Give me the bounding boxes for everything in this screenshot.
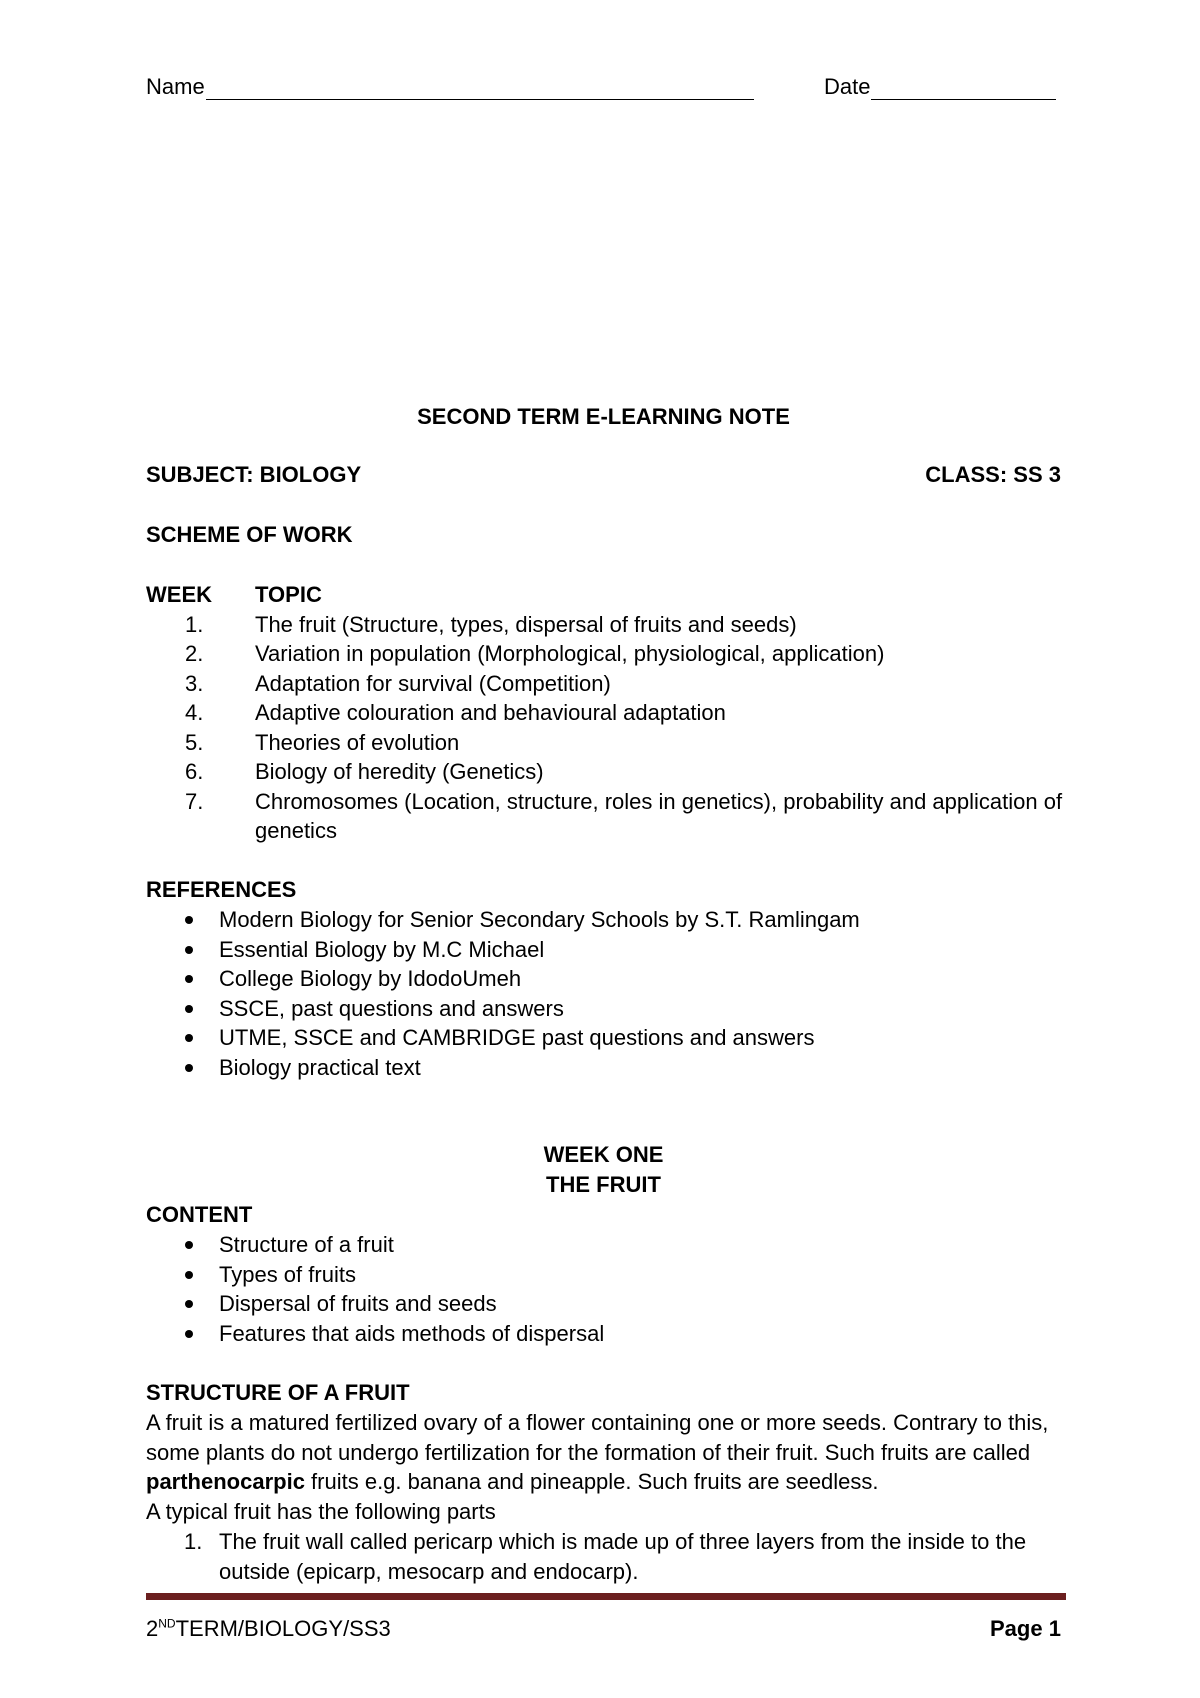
scheme-table [146,580,1066,846]
topic-text: Biology of heredity (Genetics) [255,759,544,784]
paragraph-text: A fruit is a matured fertilized ovary of a flower containing one or more seeds. Contrary to this, some plants do not undergo fertilization for the formation of their fruit. Such fruits are called [146,1410,1049,1465]
footer-superscript: ND [158,1616,176,1631]
list-item [146,964,1066,994]
bullet-icon [185,1241,193,1249]
bullet-icon [185,1271,193,1279]
topic-text: Chromosomes (Location, structure, roles in genetics), probability and application of genetics [255,788,1063,843]
reference-text: UTME, SSCE and CAMBRIDGE past questions and answers [219,1025,815,1050]
reference-text: SSCE, past questions and answers [219,995,564,1021]
fruit-title: THE FRUIT [546,1172,661,1197]
references-heading: REFERENCES [146,877,297,902]
list-item [146,1319,1066,1349]
page-number: Page 1 [990,1616,1061,1641]
week-number: 1. [185,611,204,637]
list-item [146,994,1066,1024]
week-number: 5. [185,729,204,755]
reference-text: Biology practical text [219,1054,421,1080]
list-item [146,1053,1066,1083]
list-item [146,1289,1066,1319]
subject-label: SUBJECT: BIOLOGY [146,462,362,487]
part-number: 1. [184,1529,203,1554]
week-one-heading: WEEK ONE [543,1142,664,1167]
list-item [146,1230,1066,1260]
footer-course-code [146,1614,391,1644]
week-number: 3. [185,670,204,696]
topic-text: Theories of evolution [255,729,460,755]
subject-class-row [146,460,1061,490]
week-number: 4. [185,700,204,725]
content-heading: CONTENT [146,1202,253,1227]
week-column-header: WEEK [146,582,212,607]
list-item [146,1527,1061,1586]
date-blank-line [871,99,1056,100]
scheme-row [146,698,1066,728]
topic-text: Adaptive colouration and behavioural adaptation [255,700,726,725]
reference-text: Essential Biology by M.C Michael [219,936,545,962]
references-list [146,905,1066,1082]
bullet-icon [185,1005,193,1013]
footer-course-text: TERM/BIOLOGY/SS3 [175,1616,391,1641]
note-title: SECOND TERM E-LEARNING NOTE [417,404,790,429]
topic-text: Adaptation for survival (Competition) [255,670,611,696]
topic-column-header: TOPIC [255,582,322,607]
topic-text: The fruit (Structure, types, dispersal of fruits and seeds) [255,611,797,637]
name-date-row [146,72,1066,104]
footer-divider [146,1593,1066,1600]
paragraph-text: fruits e.g. banana and pineapple. Such fruits are seedless. [304,1469,879,1494]
reference-text: College Biology by IdodoUmeh [219,966,522,991]
scheme-row [146,669,1066,699]
parts-intro: A typical fruit has the following parts [146,1499,496,1524]
name-blank-line [206,99,754,100]
footer-prefix: 2 [146,1616,159,1641]
bullet-icon [185,1064,193,1072]
bullet-icon [185,916,193,924]
scheme-row [146,787,1066,846]
date-label: Date [824,74,871,99]
class-label: CLASS: SS 3 [925,462,1061,487]
list-item [146,905,1066,935]
list-item [146,1023,1066,1053]
structure-heading: STRUCTURE OF A FRUIT [146,1380,410,1405]
content-text: Types of fruits [219,1261,356,1287]
bullet-icon [185,1034,193,1042]
part-text: The fruit wall called pericarp which is made up of three layers from the inside to the outside (epicarp, mesocarp and endocarp). [219,1529,1027,1584]
content-text: Dispersal of fruits and seeds [219,1291,497,1316]
week-number: 7. [185,788,204,814]
list-item [146,1260,1066,1290]
content-text: Features that aids methods of dispersal [219,1320,605,1346]
scheme-row [146,639,1066,669]
bullet-icon [185,975,193,983]
parts-list [146,1527,1061,1586]
scheme-row [146,610,1066,640]
scheme-row [146,757,1066,787]
scheme-header-row [146,580,1066,610]
structure-paragraph [146,1408,1061,1497]
week-number: 2. [185,641,204,666]
parthenocarpic-term: parthenocarpic [146,1469,305,1494]
content-text: Structure of a fruit [219,1232,394,1257]
list-item [146,935,1066,965]
content-list [146,1230,1066,1348]
topic-text: Variation in population (Morphological, physiological, application) [255,641,885,666]
bullet-icon [185,1330,193,1338]
name-label: Name [146,74,205,99]
reference-text: Modern Biology for Senior Secondary Schools by S.T. Ramlingam [219,907,860,932]
bullet-icon [185,946,193,954]
week-number: 6. [185,759,204,784]
scheme-heading: SCHEME OF WORK [146,522,353,547]
scheme-row [146,728,1066,758]
bullet-icon [185,1300,193,1308]
